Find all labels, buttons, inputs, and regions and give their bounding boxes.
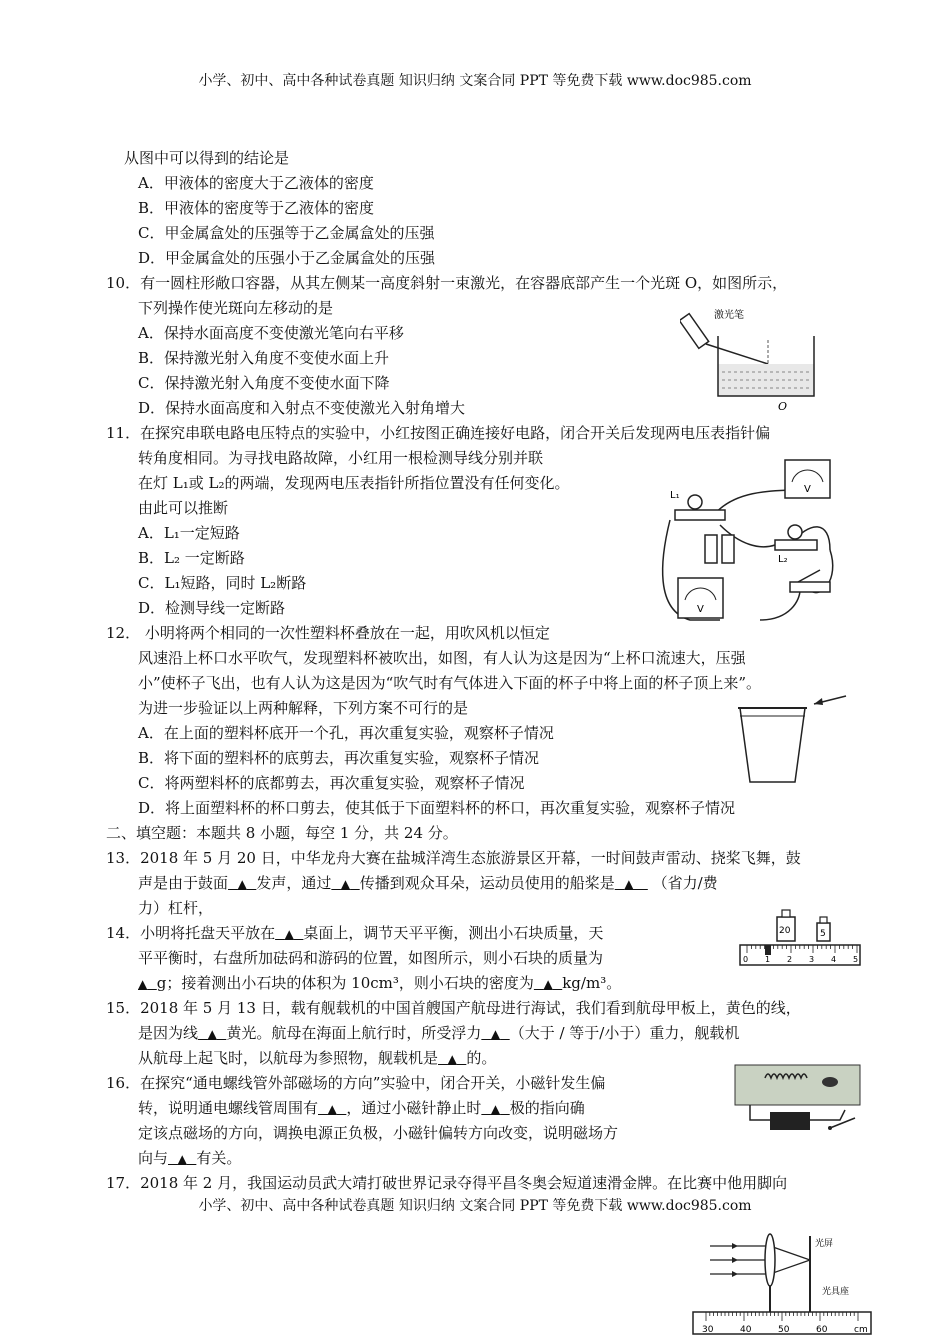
- page-footer: 小学、初中、高中各种试卷真题 知识归纳 文案合同 PPT 等免费下载 www.doc985.com: [198, 1198, 752, 1214]
- cups-icon: [738, 708, 807, 782]
- ruler-tick-label: 40: [740, 1325, 752, 1335]
- spot-o-label: O: [778, 400, 788, 413]
- power-supply-icon: [770, 1112, 810, 1130]
- ruler-tick-label: cm: [854, 1325, 868, 1335]
- q10-option-d: D．保持水面高度和入射点不变使激光入射角增大: [138, 399, 466, 417]
- switch-icon: [790, 570, 830, 592]
- svg-text:5: 5: [820, 929, 826, 939]
- q9-option-c: C．甲金属盒处的压强等于乙金属盒处的压强: [138, 224, 435, 242]
- ruler-tick-label: 1: [765, 955, 771, 964]
- ruler-tick-label: 30: [702, 1325, 714, 1335]
- q13-line-1: 13．2018 年 5 月 20 日，中华龙舟大赛在盐城洋湾生态旅游景区开幕，一时间鼓声雷动、挠桨飞舞，鼓: [106, 849, 801, 867]
- q11-option-c: C．L₁短路，同时 L₂断路: [138, 574, 307, 592]
- light-rays: [710, 1246, 810, 1274]
- ruler-tick-label: 0: [743, 955, 749, 964]
- weight-5g-icon: [817, 917, 830, 941]
- blank-marker: ▲: [490, 1027, 501, 1041]
- blow-arrow-icon: [814, 696, 846, 705]
- lamp-l2-label: L₂: [778, 554, 788, 565]
- q12-option-c: C．将两塑料杯的底都剪去，再次重复实验，观察杯子情况: [138, 774, 525, 792]
- compass-needle-icon: [822, 1077, 838, 1087]
- q16-line-4: 向与 ▲ 有关。: [138, 1149, 242, 1167]
- cups-figure: [730, 690, 850, 790]
- blank-marker: ▲: [138, 977, 148, 991]
- ruler-tick-label: 5: [853, 955, 859, 964]
- q11-line-4: 由此可以推断: [138, 499, 229, 517]
- battery-icon: [705, 535, 734, 563]
- q11-line-2: 转角度相同。为寻找电路故障，小红用一根检测导线分别并联: [138, 449, 544, 467]
- q9-stem: 从图中可以得到的结论是: [124, 149, 290, 167]
- blank-marker: ▲: [490, 1102, 501, 1116]
- q15-line-1: 15．2018 年 5 月 13 日，载有舰载机的中国首艘国产航母进行海试，我们看到航母甲板上，黄色的线，: [106, 999, 801, 1017]
- bench-label: 光具座: [822, 1287, 850, 1297]
- q12-line-2: 风速沿上杯口水平吹气，发现塑料杯被吹出，如图，有人认为这是因为“上杯口流速大，压强: [138, 649, 746, 667]
- q12-option-a: A．在上面的塑料杯底开一个孔，再次重复实验，观察杯子情况: [138, 724, 554, 742]
- ruler-tick-label: 50: [778, 1325, 790, 1335]
- laser-container-figure: [680, 300, 830, 420]
- blank-marker: ▲: [284, 927, 294, 941]
- weight-20g-icon: [777, 910, 795, 941]
- solenoid-board: [735, 1065, 860, 1105]
- section-2-title: 二、填空题：本题共 8 小题，每空 1 分，共 24 分。: [106, 824, 458, 842]
- solenoid-figure: [730, 1060, 865, 1140]
- blank-marker: ▲: [624, 877, 634, 891]
- voltmeter-1-icon: [785, 460, 830, 498]
- ray-arrows: [732, 1243, 738, 1277]
- q9-option-a: A．甲液体的密度大于乙液体的密度: [138, 174, 374, 192]
- q12-option-d: D．将上面塑料杯的杯口剪去，使其低于下面塑料杯的杯口，再次重复实验，观察杯子情况: [138, 799, 736, 817]
- q9-option-d: D．甲金属盒处的压强小于乙金属盒处的压强: [138, 249, 436, 267]
- screen-label: 光屏: [815, 1239, 834, 1249]
- blank-marker: ▲: [340, 877, 351, 891]
- q9-option-b: B．甲液体的密度等于乙液体的密度: [138, 199, 375, 217]
- q10-option-b: B．保持激光射入角度不变使水面上升: [138, 349, 390, 367]
- laser-pen-label: 激光笔: [714, 310, 744, 321]
- optical-bench-figure: [690, 1232, 875, 1340]
- blank-marker: ▲: [237, 877, 247, 891]
- q12-line-3: 小”使杯子飞出，也有人认为这是因为“吹气时有气体进入下面的杯子中将上面的杯子顶上来”。: [138, 674, 762, 692]
- svg-text:V: V: [697, 604, 704, 615]
- series-circuit-figure: [650, 450, 850, 640]
- q12-option-b: B．将下面的塑料杯的底剪去，再次重复实验，观察杯子情况: [138, 749, 540, 767]
- ruler-tick-label: 3: [809, 955, 815, 964]
- blank-marker: ▲: [177, 1152, 187, 1166]
- blank-marker: ▲: [447, 1052, 457, 1066]
- q14-line-1: 14．小明将托盘天平放在 ▲ 桌面上，调节天平平衡，测出小石块质量，天: [106, 924, 604, 942]
- q10-option-a: A．保持水面高度不变使激光笔向右平移: [138, 324, 404, 342]
- blank-marker: ▲: [327, 1102, 337, 1116]
- q10-line-2: 下列操作使光斑向左移动的是: [138, 299, 334, 317]
- q11-option-a: A．L₁一定短路: [138, 524, 240, 542]
- ruler-tick-label: 4: [831, 955, 837, 964]
- q12-line-1: 12． 小明将两个相同的一次性塑料杯叠放在一起，用吹风机以恒定: [106, 624, 550, 642]
- blank-marker: ▲: [543, 977, 553, 991]
- laser-pen-icon: [680, 314, 709, 349]
- q11-option-d: D．检测导线一定断路: [138, 599, 286, 617]
- q14-line-3: ▲ g；接着测出小石块的体积为 10cm³，则小石块的密度为 ▲ kg/m³。: [138, 974, 622, 992]
- q16-line-3: 定该点磁场的方向，调换电源正负极，小磁针偏转方向改变，说明磁场方: [138, 1124, 619, 1142]
- q11-line-1: 11．在探究串联电路电压特点的实验中，小红按图正确连接好电路，闭合开关后发现两电压表指针偏: [106, 424, 771, 442]
- q11-line-3: 在灯 L₁或 L₂的两端，发现两电压表指针所指位置没有任何变化。: [138, 474, 570, 492]
- blank-marker: ▲: [207, 1027, 217, 1041]
- q13-line-3: 力）杠杆，: [138, 899, 214, 917]
- lamp-l2-icon: [775, 525, 817, 550]
- q14-line-2: 平平衡时，右盘所加砝码和游码的位置，如图所示，则小石块的质量为: [138, 949, 604, 967]
- q17-line-1: 17．2018 年 2 月，我国运动员武大靖打破世界记录夺得平昌冬奥会短道速滑金牌。在比赛中他用脚向: [106, 1174, 788, 1192]
- q16-line-1: 16．在探究“通电螺线管外部磁场的方向”实验中，闭合开关，小磁针发生偏: [106, 1074, 606, 1092]
- q15-line-2: 是因为线 ▲ 黄光。航母在海面上航行时，所受浮力 ▲ （大于 / 等于/小于）重力，舰载机: [138, 1024, 740, 1042]
- q13-line-2: 声是由于鼓面 ▲ 发声，通过 ▲ 传播到观众耳朵，运动员使用的船桨是 ▲ （省力/费: [138, 874, 718, 892]
- ruler-tick-label: 2: [787, 955, 793, 964]
- q10-option-c: C．保持激光射入角度不变使水面下降: [138, 374, 390, 392]
- svg-text:V: V: [804, 484, 811, 495]
- q10-line-1: 10．有一圆柱形敞口容器，从其左侧某一高度斜射一束激光，在容器底部产生一个光斑 O，如图所示，: [106, 274, 788, 292]
- q11-option-b: B．L₂ 一定断路: [138, 549, 245, 567]
- q15-line-3: 从航母上起飞时，以航母为参照物，舰载机是 ▲ 的。: [138, 1049, 497, 1067]
- voltmeter-2-icon: [678, 578, 723, 618]
- q12-line-4: 为进一步验证以上两种解释，下列方案不可行的是: [138, 699, 469, 717]
- lamp-l1-icon: [675, 495, 725, 520]
- lamp-l1-label: L₁: [670, 490, 680, 501]
- rider: [765, 945, 771, 955]
- q16-line-2: 转，说明通电螺线管周围有 ▲ ，通过小磁针静止时 ▲ 极的指向确: [138, 1099, 585, 1117]
- svg-text:20: 20: [779, 926, 791, 936]
- balance-figure: [735, 905, 865, 970]
- ruler-tick-label: 60: [816, 1325, 828, 1335]
- page-header: 小学、初中、高中各种试卷真题 知识归纳 文案合同 PPT 等免费下载 www.doc985.com: [198, 73, 752, 89]
- convex-lens-icon: [765, 1234, 775, 1286]
- laser-beam: [706, 344, 768, 364]
